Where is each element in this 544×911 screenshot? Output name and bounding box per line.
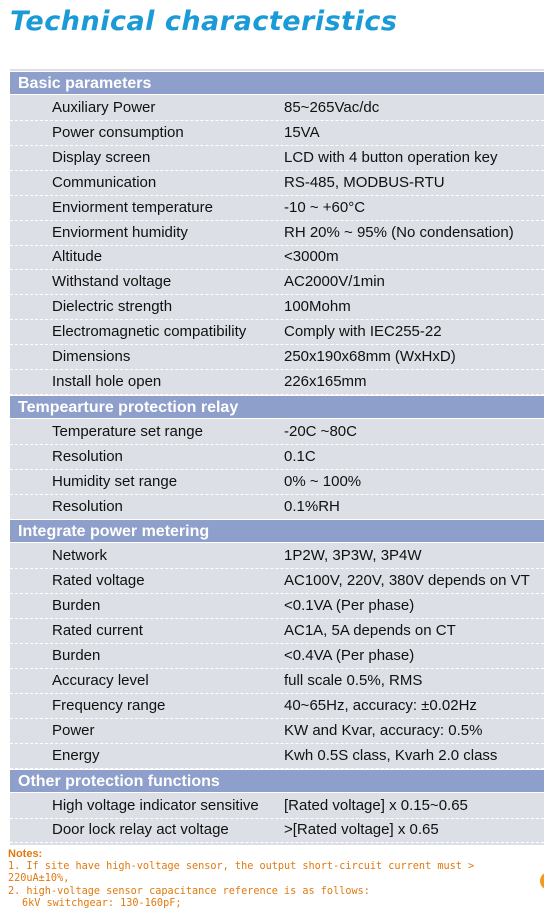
spec-row	[10, 669, 544, 694]
notes-block	[8, 848, 540, 911]
spec-key: Rated current	[52, 622, 143, 640]
note-line: 6kV switchgear: 130-160pF;	[22, 898, 182, 909]
spec-row	[10, 694, 544, 719]
spec-key: Auxiliary Power	[52, 99, 156, 116]
spec-key: High voltage indicator sensitive	[52, 796, 259, 814]
page-title: Technical characteristics	[10, 6, 398, 37]
note-line: 2. high-voltage sensor capacitance reference is as follows:	[8, 885, 370, 897]
spec-row	[10, 644, 544, 669]
section-heading: Tempearture protection relay	[10, 395, 544, 419]
spec-value: 40~65Hz, accuracy: ±0.02Hz	[284, 696, 477, 714]
note-line: 1. If site have high-voltage sensor, the output short-circuit current must > 220uA±10%,	[8, 860, 475, 884]
spec-key: Burden	[52, 597, 101, 615]
spec-row	[10, 495, 544, 520]
spec-key: Frequency range	[52, 696, 166, 714]
spec-row	[10, 569, 544, 594]
spec-value: AC2000V/1min	[284, 273, 385, 291]
spec-row	[10, 320, 544, 345]
spec-key: Temperature set range	[52, 422, 203, 440]
spec-key: Power consumption	[52, 123, 184, 141]
spec-row	[10, 719, 544, 744]
spec-value: Kwh 0.5S class, Kvarh 2.0 class	[284, 746, 498, 764]
section-heading: Other protection functions	[10, 769, 544, 793]
spec-value: 250x190x68mm (WxHxD)	[284, 348, 456, 365]
spec-key: Accuracy level	[52, 671, 149, 689]
spec-value: full scale 0.5%, RMS	[284, 671, 423, 689]
notes-title: Notes:	[8, 848, 43, 860]
spec-value: -20C ~80C	[284, 422, 357, 440]
spec-key: Burden	[52, 647, 101, 664]
spec-key: Display screen	[52, 148, 151, 166]
spec-key: Install hole open	[52, 372, 162, 390]
spec-value: LCD with 4 button operation key	[284, 148, 498, 166]
spec-key: Network	[52, 547, 108, 565]
section-heading: Basic parameters	[10, 71, 544, 95]
spec-key: Enviorment humidity	[52, 223, 188, 241]
spec-value: KW and Kvar, accuracy: 0.5%	[284, 721, 483, 739]
spec-row	[10, 544, 544, 569]
spec-key: Rated voltage	[52, 572, 145, 590]
spec-value: <3000m	[284, 248, 339, 266]
spec-value: AC1A, 5A depends on CT	[284, 622, 456, 640]
spec-row	[10, 96, 544, 121]
spec-key: Electromagnetic compatibility	[52, 323, 247, 341]
spec-value: 1P2W, 3P3W, 3P4W	[284, 547, 422, 565]
spec-value: RS-485, MODBUS-RTU	[284, 173, 445, 191]
spec-key: Resolution	[52, 497, 123, 515]
spec-key: Altitude	[52, 248, 103, 266]
spec-value: 226x165mm	[284, 372, 367, 390]
spec-row	[10, 445, 544, 470]
spec-key: Withstand voltage	[52, 273, 172, 291]
spec-row	[10, 196, 544, 221]
spec-row	[10, 345, 544, 370]
spec-value: <0.1VA (Per phase)	[284, 597, 415, 615]
spec-key: Door lock relay act voltage	[52, 821, 229, 839]
spec-value: 0.1C	[284, 447, 316, 465]
spec-row	[10, 171, 544, 196]
section-heading: Integrate power metering	[10, 519, 544, 543]
spec-row	[10, 245, 544, 270]
spec-key: Humidity set range	[52, 472, 178, 490]
spec-value: >[Rated voltage] x 0.65	[284, 821, 439, 839]
spec-key: Resolution	[52, 447, 123, 465]
spec-row	[10, 370, 544, 395]
spec-row	[10, 744, 544, 769]
spec-value: 85~265Vac/dc	[284, 99, 380, 116]
spec-value: [Rated voltage] x 0.15~0.65	[284, 796, 468, 814]
spec-value: 15VA	[284, 123, 320, 141]
spec-key: Enviorment temperature	[52, 198, 213, 216]
spec-row	[10, 818, 544, 843]
spec-value: -10 ~ +60°C	[284, 198, 366, 216]
spec-key: Power	[52, 721, 95, 739]
spec-key: Communication	[52, 173, 157, 191]
decorative-circle	[540, 872, 544, 890]
spec-row	[10, 221, 544, 246]
spec-row	[10, 594, 544, 619]
spec-row	[10, 619, 544, 644]
spec-row	[10, 270, 544, 295]
spec-row	[10, 295, 544, 320]
spec-row	[10, 420, 544, 445]
spec-key: Dimensions	[52, 348, 131, 365]
spec-row	[10, 470, 544, 495]
spec-key: Energy	[52, 746, 100, 764]
spec-value: 0% ~ 100%	[284, 472, 362, 490]
spec-row	[10, 146, 544, 171]
spec-value: 0.1%RH	[284, 497, 340, 515]
spec-value: <0.4VA (Per phase)	[284, 647, 415, 664]
spec-value: Comply with IEC255-22	[284, 323, 442, 341]
spec-row	[10, 121, 544, 146]
spec-row	[10, 794, 544, 819]
spec-key: Dielectric strength	[52, 298, 173, 316]
spec-value: 100Mohm	[284, 298, 351, 316]
spec-value: RH 20% ~ 95% (No condensation)	[284, 223, 514, 241]
spec-value: AC100V, 220V, 380V depends on VT	[284, 572, 530, 590]
